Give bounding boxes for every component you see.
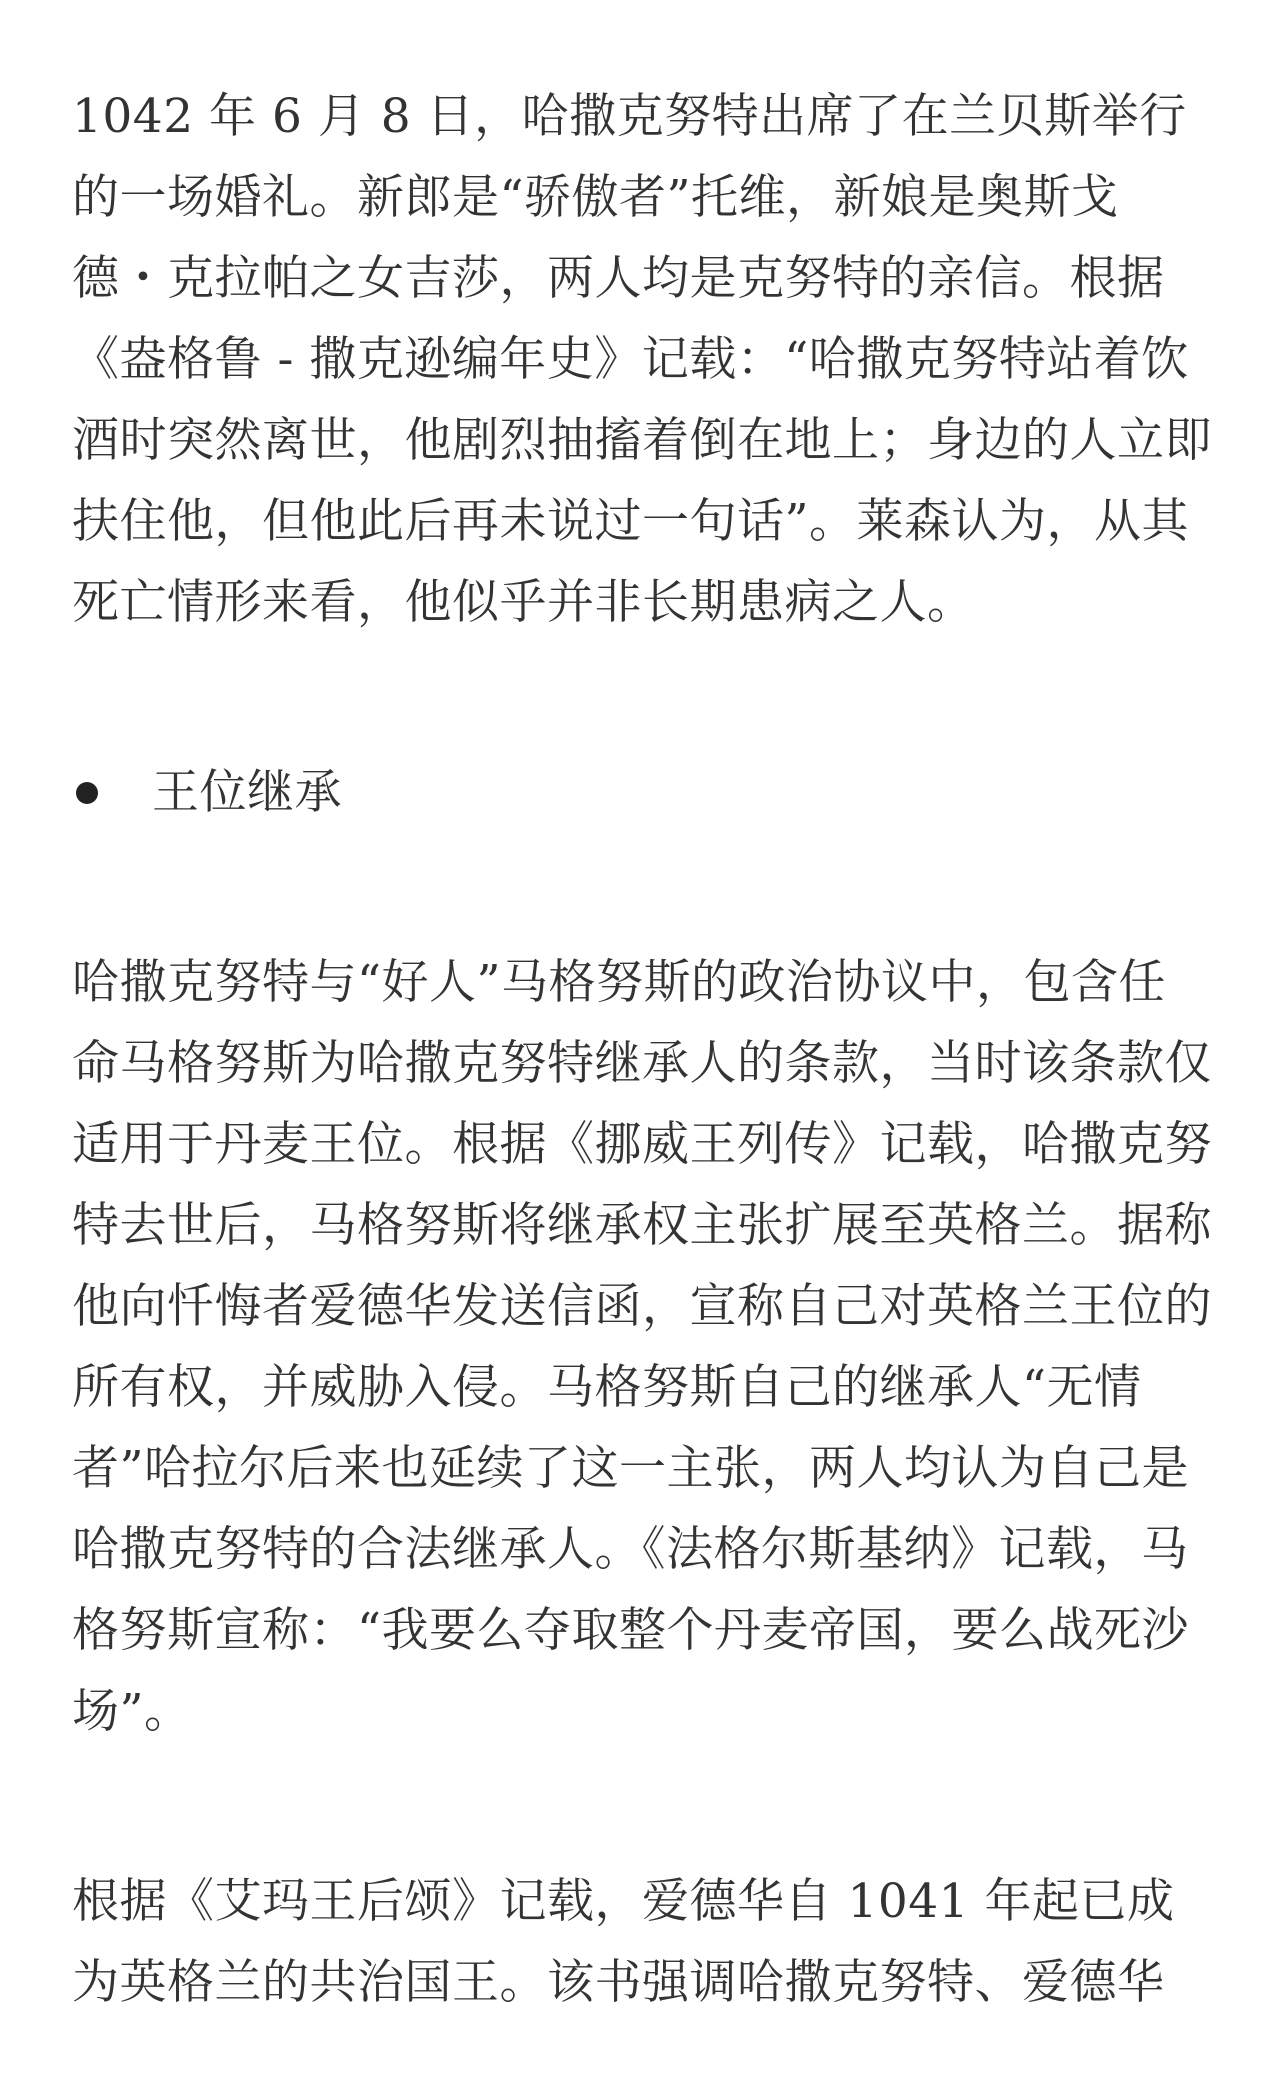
bullet-icon xyxy=(76,782,98,804)
paragraph-emma-encomium: 根据《艾玛王后颂》记载，爱德华自 1041 年起已成为英格兰的共治国王。该书强调哈撒克努特、爱德华 xyxy=(72,1874,1175,2010)
article-body xyxy=(72,76,1212,2023)
spacer xyxy=(72,1752,1212,1861)
section-heading-succession xyxy=(72,752,1212,833)
spacer xyxy=(72,833,1212,942)
paragraph-magnus-claim: 哈撒克努特与“好人”马格努斯的政治协议中，包含任命马格努斯为哈撒克努特继承人的条款，当时该条款仅适用于丹麦王位。根据《挪威王列传》记载，哈撒克努特去世后，马格努斯将继承权主张扩展至英格兰。据称他向忏悔者爱德华发送信函，宣称自己对英格兰王位的所有权，并威胁入侵。马格努斯自己的继承人“无情者”哈拉尔后来也延续了这一主张，两人均认为自己是哈撒克努特的合法继承人。《法格尔斯基纳》记载，马格努斯宣称：“我要么夺取整个丹麦帝国，要么战死沙场”。 xyxy=(72,955,1212,1739)
paragraph-death-of-harthacnut: 1042 年 6 月 8 日，哈撒克努特出席了在兰贝斯举行的一场婚礼。新郎是“骄傲者”托维，新娘是奥斯戈德・克拉帕之女吉莎，两人均是克努特的亲信。根据《盎格鲁 - 撒克逊编年史》记载：“哈撒克努特站着饮酒时突然离世，他剧烈抽搐着倒在地上；身边的人立即扶住他，但他此后再未说过一句话”。莱森认为，从其死亡情形来看，他似乎并非长期患病之人。 xyxy=(72,89,1212,630)
section-heading-text: 王位继承 xyxy=(152,765,342,820)
spacer xyxy=(72,643,1212,752)
